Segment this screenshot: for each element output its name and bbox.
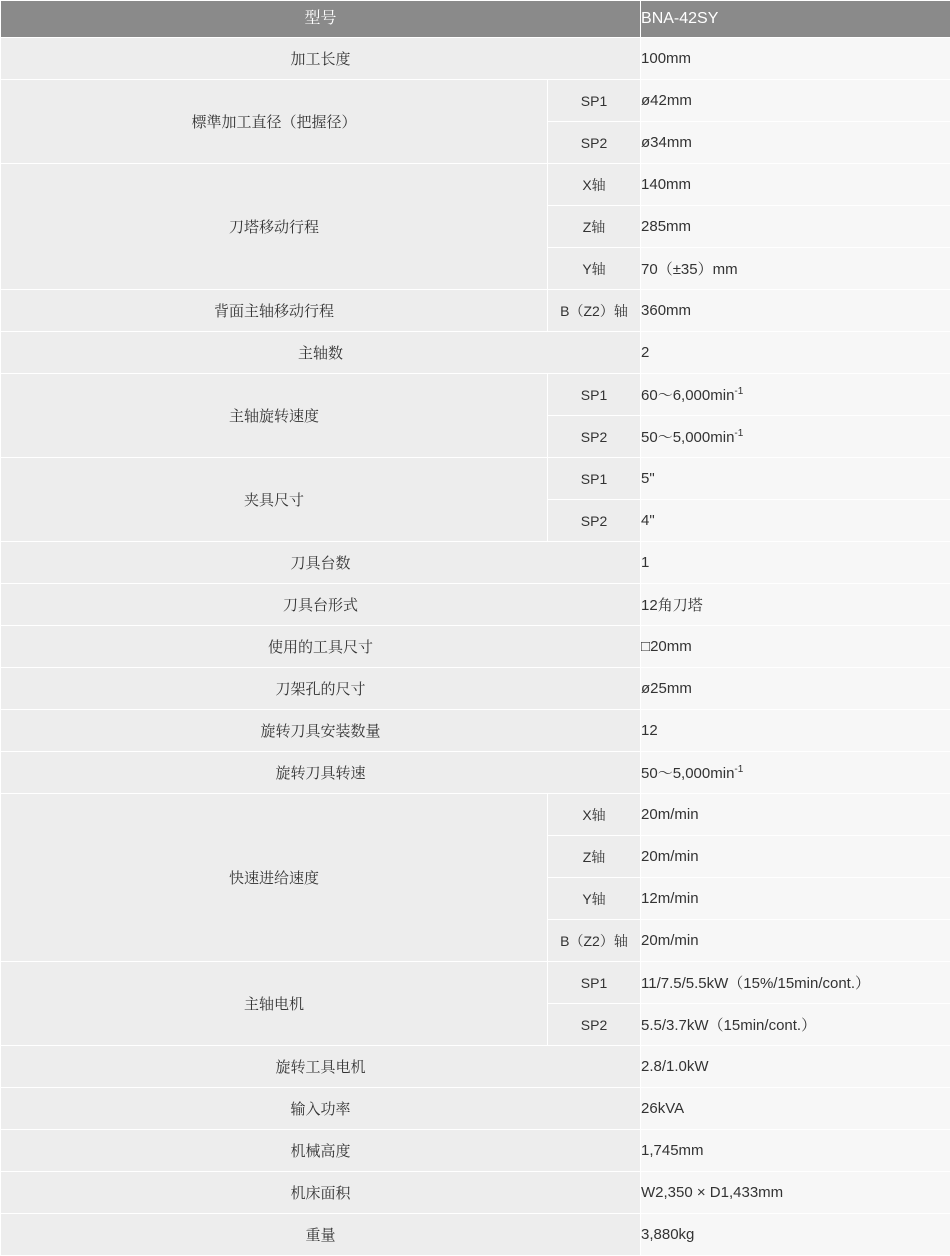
table-row (1, 962, 950, 1004)
spec-label: 输入功率 (1, 1088, 641, 1130)
spec-label: 刀具台数 (1, 542, 641, 584)
table-row (1, 626, 950, 668)
spec-label: 旋转刀具转速 (1, 752, 641, 794)
spec-sub-label: SP2 (548, 122, 641, 164)
specifications-table-body (1, 1, 950, 1256)
spec-value: 1,745mm (641, 1130, 950, 1172)
spec-value: 20m/min (641, 920, 950, 962)
spec-value: □20mm (641, 626, 950, 668)
spec-sub-label: Y轴 (548, 248, 641, 290)
table-row (1, 290, 950, 332)
spec-value: 3,880kg (641, 1214, 950, 1256)
spec-value: ø25mm (641, 668, 950, 710)
spec-label: 主轴旋转速度 (1, 374, 548, 458)
spec-sub-label: SP1 (548, 962, 641, 1004)
spec-label: 刀具台形式 (1, 584, 641, 626)
spec-value: ø42mm (641, 80, 950, 122)
spec-label: 加工长度 (1, 38, 641, 80)
spec-sub-label: SP1 (548, 80, 641, 122)
spec-value: 70（±35）mm (641, 248, 950, 290)
spec-value: 100mm (641, 38, 950, 80)
table-row (1, 1046, 950, 1088)
table-row (1, 1172, 950, 1214)
table-row (1, 1088, 950, 1130)
spec-value: W2,350 × D1,433mm (641, 1172, 950, 1214)
spec-label: 机床面积 (1, 1172, 641, 1214)
spec-value: 12 (641, 710, 950, 752)
spec-sub-label: SP2 (548, 416, 641, 458)
spec-label: 刀塔移动行程 (1, 164, 548, 290)
spec-sub-label: Y轴 (548, 878, 641, 920)
spec-value: 5" (641, 458, 950, 500)
table-row (1, 584, 950, 626)
spec-sub-label: B（Z2）轴 (548, 920, 641, 962)
spec-sub-label: SP2 (548, 1004, 641, 1046)
table-row (1, 668, 950, 710)
spec-value: 20m/min (641, 794, 950, 836)
spec-value: 12m/min (641, 878, 950, 920)
spec-value: 2 (641, 332, 950, 374)
spec-sub-label: SP2 (548, 500, 641, 542)
spec-sub-label: SP1 (548, 374, 641, 416)
table-row (1, 1130, 950, 1172)
spec-value: 2.8/1.0kW (641, 1046, 950, 1088)
spec-value: 12角刀塔 (641, 584, 950, 626)
table-row (1, 38, 950, 80)
spec-label: 旋转工具电机 (1, 1046, 641, 1088)
table-row (1, 332, 950, 374)
spec-label: 背面主轴移动行程 (1, 290, 548, 332)
spec-value: 11/7.5/5.5kW（15%/15min/cont.） (641, 962, 950, 1004)
table-header-row (1, 1, 950, 38)
spec-value: $50\sim 5,000\min^{-1}$ (641, 416, 950, 458)
spec-label: 使用的工具尺寸 (1, 626, 641, 668)
spec-value: $50\sim 5,000\min^{-1}$ (641, 752, 950, 794)
spec-value: 20m/min (641, 836, 950, 878)
table-header-value: BNA-42SY (641, 1, 950, 38)
table-header-label: 型号 (1, 1, 641, 38)
spec-value: 26kVA (641, 1088, 950, 1130)
spec-sub-label: SP1 (548, 458, 641, 500)
spec-sub-label: Z轴 (548, 206, 641, 248)
spec-label: 重量 (1, 1214, 641, 1256)
table-row (1, 710, 950, 752)
table-row (1, 458, 950, 500)
spec-value: ø34mm (641, 122, 950, 164)
spec-label: 刀架孔的尺寸 (1, 668, 641, 710)
spec-value: 5.5/3.7kW（15min/cont.） (641, 1004, 950, 1046)
spec-sub-label: X轴 (548, 164, 641, 206)
spec-sub-label: B（Z2）轴 (548, 290, 641, 332)
table-row (1, 374, 950, 416)
spec-label: 快速进给速度 (1, 794, 548, 962)
spec-label: 主轴数 (1, 332, 641, 374)
table-row (1, 794, 950, 836)
spec-label: 夹具尺寸 (1, 458, 548, 542)
value-exponent: -1 (734, 386, 743, 397)
spec-value: 360mm (641, 290, 950, 332)
table-row (1, 1214, 950, 1256)
table-row (1, 542, 950, 584)
spec-value: $60\sim 6,000\min^{-1}$ (641, 374, 950, 416)
table-row (1, 80, 950, 122)
spec-value: 1 (641, 542, 950, 584)
table-row (1, 752, 950, 794)
value-exponent: -1 (734, 428, 743, 439)
table-row (1, 164, 950, 206)
value-exponent: -1 (734, 764, 743, 775)
spec-value: 285mm (641, 206, 950, 248)
spec-label: 旋转刀具安装数量 (1, 710, 641, 752)
spec-label: 標準加工直径（把握径） (1, 80, 548, 164)
spec-label: 主轴电机 (1, 962, 548, 1046)
spec-label: 机械高度 (1, 1130, 641, 1172)
spec-value: 4" (641, 500, 950, 542)
spec-sub-label: X轴 (548, 794, 641, 836)
spec-value: 140mm (641, 164, 950, 206)
spec-sub-label: Z轴 (548, 836, 641, 878)
